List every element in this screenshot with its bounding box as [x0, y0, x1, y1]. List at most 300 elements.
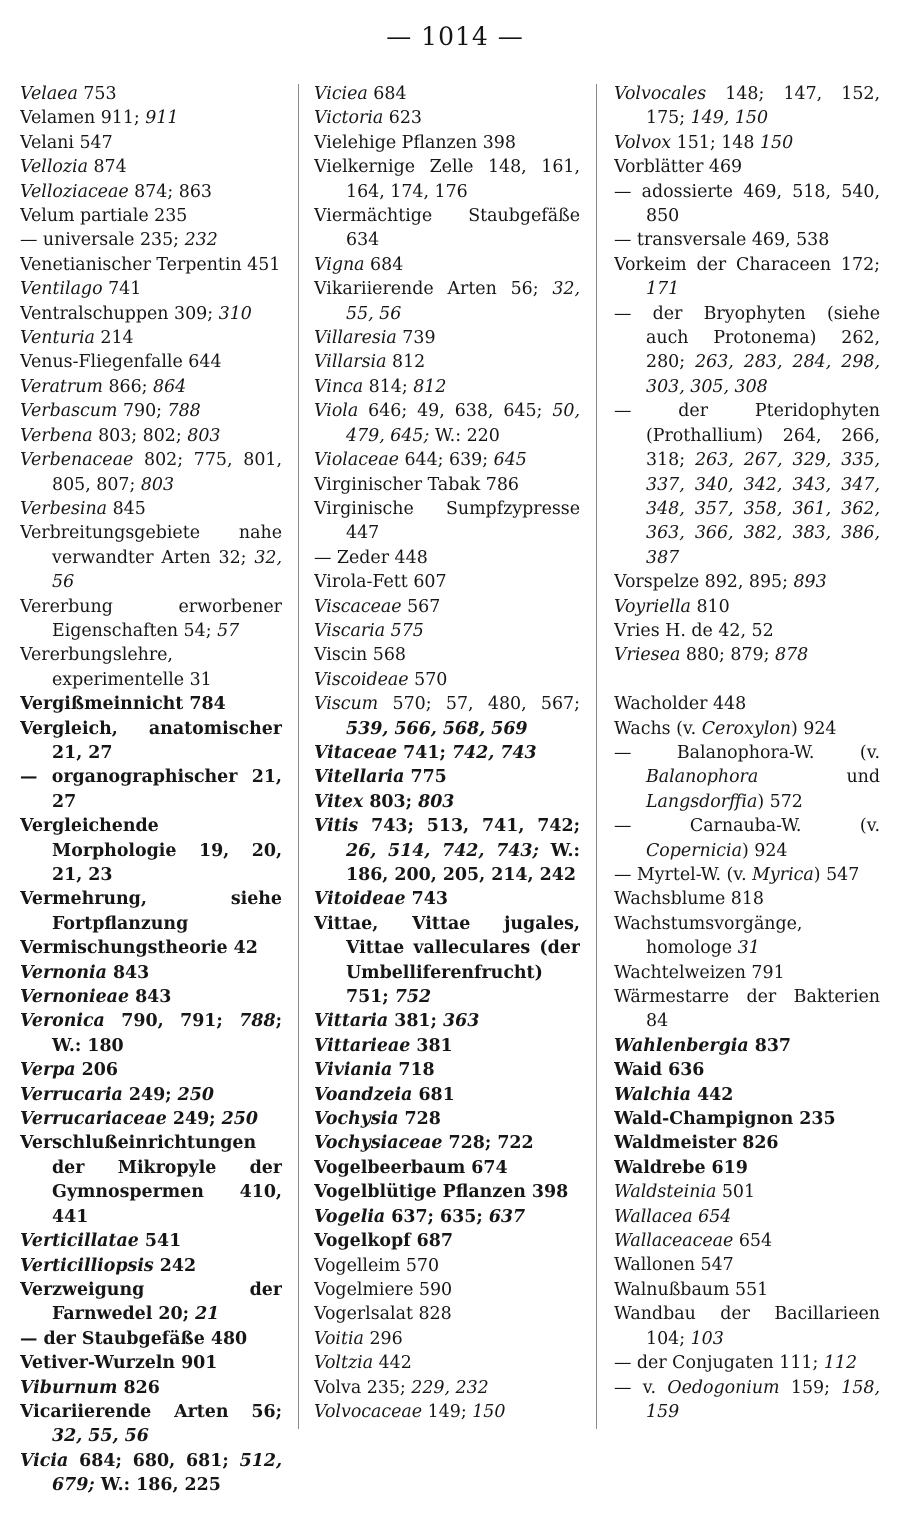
index-entry	[614, 1156, 880, 1180]
entry-text: Vitellaria	[314, 767, 405, 788]
index-entry	[20, 277, 282, 301]
entry-text: 150	[472, 1401, 506, 1422]
entry-text: Viscaceae	[314, 596, 402, 617]
index-entry	[614, 912, 880, 961]
entry-text: 512, 679;	[52, 1450, 282, 1496]
index-entry	[314, 1009, 580, 1033]
entry-text: Verbesina	[20, 498, 108, 519]
entry-text: 32, 56	[52, 547, 282, 593]
entry-text: 684	[364, 254, 404, 275]
entry-text: 874; 863	[128, 181, 212, 202]
index-entry	[314, 1351, 580, 1375]
entry-text: 911	[145, 108, 179, 129]
entry-text: 32, 55, 56	[52, 1426, 149, 1447]
entry-text: Vorblätter 469	[614, 157, 743, 178]
entry-text: Viciea	[314, 84, 368, 104]
index-entry	[20, 1351, 282, 1375]
index-entry	[614, 717, 880, 741]
index-entry	[20, 253, 282, 277]
index-entry	[20, 814, 282, 887]
index-entry	[314, 1180, 580, 1204]
index-entry	[20, 326, 282, 350]
entry-text: Vielkernige Zelle 148, 161, 164, 174, 176	[314, 157, 580, 202]
entry-text: 739	[396, 328, 436, 349]
entry-text: Victoria	[314, 108, 384, 129]
entry-text: Voyriella	[614, 596, 691, 617]
index-entry	[614, 1253, 880, 1277]
index-entry	[20, 717, 282, 766]
entry-text: 442	[691, 1084, 734, 1105]
index-entry	[314, 1131, 580, 1155]
entry-text: Copernicia	[646, 840, 742, 861]
entry-text: Vergleich, anatomischer 21, 27	[20, 718, 282, 763]
entry-text: Venetianischer Terpentin 451	[20, 254, 281, 275]
entry-text: — der Pteridophyten (Prothallium) 264, 266, 318;	[614, 401, 880, 471]
entry-text: Vermischungstheorie 42	[20, 938, 258, 959]
index-entry	[20, 1449, 282, 1498]
entry-text: Walnußbaum 551	[614, 1279, 769, 1300]
entry-text: 149, 150	[690, 108, 769, 129]
entry-text: ; W.: 180	[52, 1011, 282, 1056]
entry-text: W.: 220	[429, 425, 500, 446]
entry-text: Walchia	[614, 1084, 692, 1105]
entry-text: Verschlußeinrichtungen der Mikropyle der Gymnospermen 410, 441	[20, 1133, 282, 1227]
entry-text: Vigna	[314, 254, 365, 275]
entry-text: Vermehrung, siehe Fortpflanzung	[20, 889, 282, 934]
entry-text: Verticilliopsis	[20, 1255, 154, 1276]
entry-text: 623	[383, 108, 422, 129]
index-entry	[314, 350, 580, 374]
index-entry	[614, 1376, 880, 1425]
index-entry	[20, 1229, 282, 1253]
entry-text: 501	[716, 1182, 756, 1203]
index-entry	[314, 277, 580, 326]
entry-text: Waldmeister 826	[614, 1133, 779, 1154]
entry-text: 570	[408, 669, 448, 690]
index-entry	[314, 887, 580, 911]
index-entry	[614, 814, 880, 863]
entry-text: 363	[443, 1011, 480, 1032]
index-entry	[20, 1009, 282, 1058]
index-entry	[314, 619, 580, 643]
index-entry	[614, 1058, 880, 1082]
entry-text: 296	[363, 1328, 403, 1349]
entry-text: 753	[77, 84, 117, 104]
index-entry	[314, 912, 580, 1010]
entry-text: Viermächtige Staubgefäße 634	[314, 206, 580, 251]
entry-text: Verrucariaceae	[20, 1109, 167, 1130]
index-entry	[314, 1205, 580, 1229]
index-entry	[20, 1278, 282, 1327]
entry-text: ) 547	[813, 864, 860, 885]
entry-text: Vogelia	[314, 1206, 386, 1227]
index-entry	[20, 180, 282, 204]
entry-text: 149;	[422, 1401, 473, 1422]
entry-text: 21	[195, 1304, 220, 1325]
entry-text: — universale 235;	[20, 230, 185, 251]
entry-text: Verbascum	[20, 401, 118, 422]
entry-text: 567	[401, 596, 441, 617]
index-entry	[20, 1400, 282, 1449]
index-entry	[614, 228, 880, 252]
entry-text: Vitaceae	[314, 742, 398, 763]
entry-text: — der Conjugaten 111;	[614, 1353, 824, 1374]
entry-gap	[614, 668, 880, 692]
entry-text: 250	[177, 1084, 214, 1105]
index-entry	[314, 1278, 580, 1302]
entry-text: ) 924	[741, 840, 788, 861]
index-entry	[20, 302, 282, 326]
entry-text: Vogelmiere 590	[314, 1279, 453, 1300]
entry-text: 843	[129, 987, 172, 1008]
index-entry	[614, 131, 880, 155]
entry-text: 812	[386, 352, 426, 373]
index-entry	[314, 1229, 580, 1253]
entry-text: 814;	[363, 376, 414, 397]
entry-text: 790;	[117, 401, 168, 422]
entry-text: Wallaceaceae	[614, 1231, 734, 1252]
entry-text: Viscoideae	[314, 669, 409, 690]
entry-text: 790, 791;	[104, 1011, 240, 1032]
index-entry	[614, 741, 880, 814]
entry-text: Waldsteinia	[614, 1182, 717, 1203]
entry-text: 158, 159	[646, 1377, 880, 1422]
index-entry	[314, 1156, 580, 1180]
entry-text: 728	[398, 1109, 441, 1130]
index-entry	[314, 765, 580, 789]
entry-text: ) 924	[790, 718, 837, 739]
entry-text: 150	[759, 132, 794, 153]
entry-text: Volvox	[614, 132, 672, 153]
entry-text: — Balanophora-W. (v.	[614, 742, 880, 763]
entry-text: 878	[775, 645, 809, 666]
entry-text: Virginischer Tabak 786	[314, 474, 519, 495]
entry-text: 112	[823, 1353, 858, 1374]
entry-text: und	[758, 767, 880, 788]
entry-text: Vellozia	[20, 157, 88, 178]
entry-text: Veratrum	[20, 376, 103, 397]
index-entry	[614, 961, 880, 985]
entry-text: 864	[153, 376, 187, 397]
entry-text: Vernonia	[20, 962, 107, 983]
entry-text: 541	[138, 1231, 182, 1252]
entry-text: Vetiver-Wurzeln 901	[20, 1353, 218, 1374]
index-entry	[314, 204, 580, 253]
entry-text: Wald-Champignon 235	[614, 1109, 836, 1130]
index-entry	[314, 253, 580, 277]
index-entry	[314, 790, 580, 814]
index-entry	[314, 1058, 580, 1082]
index-entry	[314, 1376, 580, 1400]
index-entry	[314, 1254, 580, 1278]
entry-text: Verticillatae	[20, 1231, 139, 1252]
index-entry	[20, 106, 282, 130]
entry-text: 788	[167, 401, 201, 422]
entry-text: 103	[690, 1328, 724, 1349]
entry-text: 684	[367, 84, 407, 104]
entry-text: 654	[698, 1206, 732, 1227]
index-entry	[314, 1083, 580, 1107]
entry-text: Vochysia	[314, 1109, 399, 1130]
index-entry	[314, 399, 580, 448]
index-entry	[20, 1107, 282, 1131]
entry-text: Viscin 568	[314, 645, 406, 666]
entry-text: 681	[412, 1084, 455, 1105]
entry-text: Vicariierende Arten 56;	[20, 1401, 282, 1422]
entry-text: Vittarieae	[314, 1035, 411, 1056]
entry-text: 788	[239, 1011, 276, 1032]
entry-text: Voitia	[314, 1328, 364, 1349]
index-entry	[314, 473, 580, 497]
index-entry	[20, 82, 282, 106]
index-entry	[314, 131, 580, 155]
index-entry	[614, 692, 880, 716]
entry-text: 874	[87, 157, 127, 178]
index-entry	[614, 985, 880, 1034]
index-entry	[614, 399, 880, 570]
index-entry	[614, 643, 880, 667]
entry-text: Oedogonium	[667, 1377, 780, 1398]
entry-text: Vorkeim der Characeen 172;	[614, 254, 880, 275]
entry-text: 539, 566, 568, 569	[346, 718, 528, 739]
entry-text: 826	[117, 1377, 160, 1398]
entry-text: Vriesea	[614, 645, 681, 666]
entry-text: — adossierte 469, 518, 540, 850	[614, 181, 880, 227]
index-column-1	[20, 82, 282, 1498]
index-entry	[20, 375, 282, 399]
index-entry	[314, 1107, 580, 1131]
entry-text: Viscum	[314, 694, 379, 715]
entry-text: 57	[217, 620, 240, 641]
entry-text: Viburnum	[20, 1377, 118, 1398]
entry-text: 148; 147, 152, 175;	[646, 84, 880, 129]
entry-text: Vittae, Vittae jugales, Vittae valleculares (der Umbelliferenfrucht) 751;	[314, 913, 580, 1008]
index-entry	[314, 692, 580, 741]
index-entry	[20, 595, 282, 644]
entry-text: 803	[140, 474, 175, 495]
index-entry	[614, 302, 880, 400]
entry-text: Virginische Sumpfzypresse 447	[314, 498, 580, 544]
index-entry	[20, 228, 282, 252]
entry-text: Waid 636	[614, 1060, 705, 1081]
entry-text: 742, 743	[451, 742, 537, 763]
entry-text: Viscaria	[314, 620, 386, 641]
entry-text: 263, 267, 329, 335, 337, 340, 342, 343, 347, 348, 357, 358, 361, 362, 363, 366, 382, 383, 386, 387	[646, 450, 880, 568]
entry-text: Volvocaceae	[314, 1401, 423, 1422]
index-entry	[614, 82, 880, 131]
entry-text: Wallacea	[614, 1206, 693, 1227]
index-entry	[614, 887, 880, 911]
entry-text: Velani 547	[20, 132, 113, 153]
index-entry	[20, 765, 282, 814]
entry-text: — organographischer 21, 27	[20, 767, 282, 812]
entry-text: — transversale 469, 538	[614, 230, 830, 251]
index-entry	[20, 692, 282, 716]
entry-text: — der Staubgefäße 480	[20, 1328, 248, 1349]
entry-text: 743; 513, 741, 742;	[358, 816, 580, 837]
index-entry	[614, 570, 880, 594]
entry-text: Vries H. de 42, 52	[614, 620, 774, 641]
index-entry	[314, 643, 580, 667]
entry-text: 752	[394, 987, 432, 1008]
entry-text: Ventilago	[20, 279, 103, 300]
entry-text: Vogelblütige Pflanzen 398	[314, 1182, 569, 1203]
entry-text: 803; 802;	[92, 425, 188, 446]
index-entry	[314, 448, 580, 472]
entry-text: 775	[404, 767, 447, 788]
entry-text: Vitis	[314, 816, 359, 837]
index-entry	[614, 1278, 880, 1302]
entry-text: Wahlenbergia	[614, 1035, 749, 1056]
index-entry	[314, 570, 580, 594]
entry-text: 728; 722	[442, 1133, 534, 1154]
entry-text: 250	[221, 1109, 258, 1130]
index-entry	[614, 595, 880, 619]
entry-text: 575	[390, 620, 424, 641]
entry-text: 684; 680, 681;	[68, 1450, 240, 1471]
entry-text: Vitoideae	[314, 889, 406, 910]
index-entry	[314, 814, 580, 887]
entry-text: Wachs (v.	[614, 718, 702, 739]
entry-text: Vererbungslehre, experimentelle 31	[20, 645, 212, 690]
index-entry	[314, 82, 580, 106]
index-entry	[314, 1327, 580, 1351]
entry-text: Voandzeia	[314, 1084, 413, 1105]
entry-text: 741	[102, 279, 142, 300]
entry-text: 645	[493, 450, 527, 471]
entry-text: 741;	[397, 742, 452, 763]
entry-text: Wachtelweizen 791	[614, 962, 785, 983]
entry-text: 637	[488, 1206, 526, 1227]
index-entry	[314, 1302, 580, 1326]
index-entry	[20, 887, 282, 936]
entry-text: 880; 879;	[680, 645, 776, 666]
entry-text: Wacholder 448	[614, 694, 747, 715]
entry-text: 26, 514, 742, 743;	[346, 840, 539, 861]
entry-text: 845	[107, 498, 146, 519]
entry-text: 843	[106, 962, 150, 983]
entry-text: 893	[793, 572, 827, 593]
index-entry	[614, 863, 880, 887]
entry-text: Vogelkopf 687	[314, 1231, 453, 1252]
entry-text: Verpa	[20, 1060, 76, 1081]
index-column-3	[614, 82, 880, 1424]
entry-text: 232	[184, 230, 218, 251]
entry-text: Vochysiaceae	[314, 1133, 443, 1154]
index-entry	[614, 1107, 880, 1131]
index-entry	[614, 1351, 880, 1375]
entry-text: 802; 775, 801, 805, 807;	[52, 450, 282, 495]
entry-text: 570; 57, 480, 567;	[378, 694, 580, 715]
index-entry	[20, 521, 282, 594]
index-entry	[314, 1034, 580, 1058]
entry-text: 50, 479, 645;	[346, 401, 580, 446]
entry-text: 743	[405, 889, 448, 910]
entry-text: Vinca	[314, 376, 364, 397]
entry-text: Verrucaria	[20, 1084, 123, 1105]
entry-text: 214	[94, 328, 134, 349]
entry-text: Volvocales	[614, 84, 707, 104]
entry-text: Vielehige Pflanzen 398	[314, 132, 516, 153]
entry-text: Viviania	[314, 1060, 393, 1081]
entry-text: Ventralschuppen 309;	[20, 303, 219, 324]
index-entry	[20, 424, 282, 448]
entry-text: Vikariierende Arten 56;	[314, 279, 553, 300]
entry-text: 837	[748, 1035, 792, 1056]
entry-text: Vergißmeinnicht 784	[20, 694, 226, 715]
entry-text: Volva 235;	[314, 1377, 412, 1398]
entry-text: Wachstumsvorgänge, homologe	[614, 913, 803, 959]
index-entry	[20, 1376, 282, 1400]
entry-text: Verbreitungsgebiete nahe verwandter Arten 32;	[20, 523, 282, 568]
index-column-2	[314, 82, 580, 1424]
index-entry	[314, 741, 580, 765]
entry-text: 718	[392, 1060, 435, 1081]
entry-text: 249;	[166, 1109, 222, 1130]
entry-text: Verbena	[20, 425, 93, 446]
entry-text: Vicia	[20, 1450, 69, 1471]
index-entry	[614, 1302, 880, 1351]
index-entry	[314, 155, 580, 204]
entry-text: — Myrtel-W. (v.	[614, 864, 753, 885]
entry-text: 442	[373, 1353, 412, 1374]
entry-text: Vittaria	[314, 1011, 389, 1032]
index-entry	[314, 375, 580, 399]
entry-text: Vogelbeerbaum 674	[314, 1157, 508, 1178]
entry-text: 206	[75, 1060, 118, 1081]
index-entry	[20, 1254, 282, 1278]
entry-text: 654	[733, 1231, 773, 1252]
entry-text: Ceroxylon	[701, 718, 791, 739]
entry-text: 646; 49, 638, 645;	[358, 401, 553, 422]
entry-text: Vernonieae	[20, 987, 130, 1008]
entry-text: W.: 186, 200, 205, 214, 242	[346, 840, 580, 885]
index-entry	[20, 1327, 282, 1351]
index-entry	[614, 180, 880, 229]
index-entry	[20, 1131, 282, 1229]
index-entry	[314, 546, 580, 570]
index-entry	[20, 399, 282, 423]
index-entry	[314, 668, 580, 692]
entry-text: 812	[413, 376, 447, 397]
entry-text: 810	[690, 596, 730, 617]
entry-text: Vorspelze 892, 895;	[614, 572, 794, 593]
entry-text: Velloziaceae	[20, 181, 129, 202]
entry-text: 32, 55, 56	[346, 279, 580, 324]
index-entry	[20, 936, 282, 960]
entry-text: ) 572	[757, 791, 803, 812]
index-entry	[20, 204, 282, 228]
index-entry	[614, 619, 880, 643]
index-entry	[20, 985, 282, 1009]
entry-text: Vogelleim 570	[314, 1255, 440, 1276]
entry-text: Voltzia	[314, 1353, 374, 1374]
entry-text: Veronica	[20, 1011, 105, 1032]
index-entry	[20, 155, 282, 179]
entry-text: 637; 635;	[385, 1206, 489, 1227]
index-entry	[614, 1229, 880, 1253]
entry-text: Verzweigung der Farnwedel 20;	[20, 1279, 282, 1325]
entry-text: 803;	[363, 791, 419, 812]
entry-text: 263, 283, 284, 298, 303, 305, 308	[646, 352, 880, 397]
entry-text: Waldrebe 619	[614, 1157, 748, 1178]
entry-text: Vererbung erworbener Eigenschaften 54;	[20, 596, 282, 641]
entry-text: Verbenaceae	[20, 450, 134, 471]
index-entry	[314, 106, 580, 130]
entry-text: Venturia	[20, 328, 95, 349]
entry-text: Vitex	[314, 791, 364, 812]
column-divider	[596, 84, 597, 1429]
